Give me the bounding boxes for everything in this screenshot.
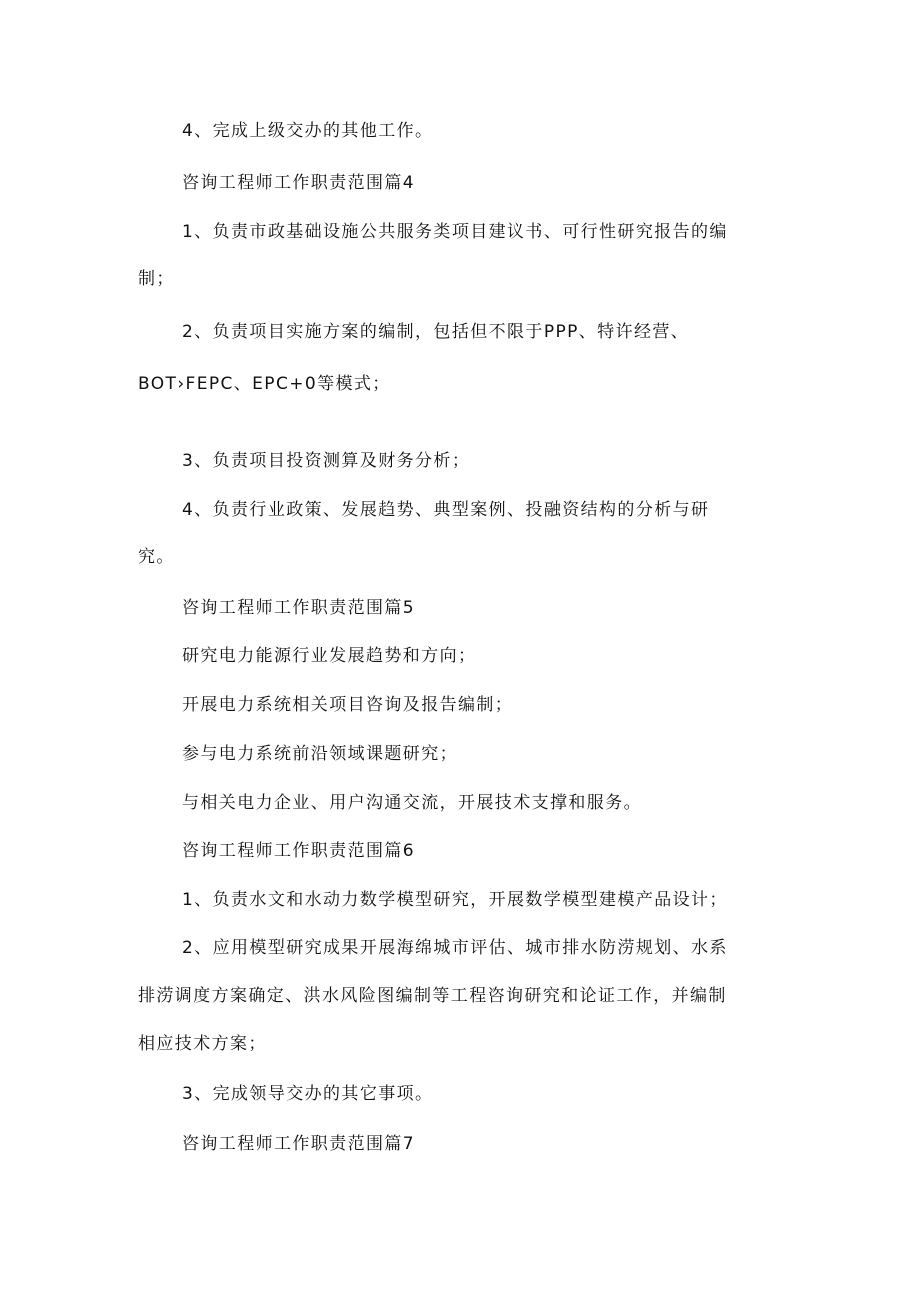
list-item: 参与电力系统前沿领域课题研究； — [182, 744, 458, 764]
section-heading: 咨询工程师工作职责范围篇5 — [182, 598, 416, 618]
list-item: 1、负责市政基础设施公共服务类项目建议书、可行性研究报告的编 — [182, 222, 728, 242]
section-heading: 咨询工程师工作职责范围篇7 — [182, 1134, 416, 1154]
list-item: 研究电力能源行业发展趋势和方向； — [182, 646, 477, 666]
section-heading: 咨询工程师工作职责范围篇4 — [182, 173, 416, 193]
list-item: 4、完成上级交办的其他工作。 — [182, 121, 434, 141]
list-item: 3、负责项目投资测算及财务分析； — [182, 451, 471, 471]
list-item: 与相关电力企业、用户沟通交流，开展技术支撑和服务。 — [182, 793, 642, 813]
list-item-continuation: BOT›FEPC、EPC+0等模式； — [138, 374, 391, 394]
list-item: 2、负责项目实施方案的编制，包括但不限于PPP、特许经营、 — [182, 322, 690, 342]
list-item: 3、完成领导交办的其它事项。 — [182, 1084, 434, 1104]
list-item-continuation: 究。 — [138, 547, 175, 567]
list-item: 1、负责水文和水动力数学模型研究，开展数学模型建模产品设计； — [182, 890, 728, 910]
list-item-continuation: 排涝调度方案确定、洪水风险图编制等工程咨询研究和论证工作，并编制 — [138, 986, 727, 1006]
list-item: 2、应用模型研究成果开展海绵城市评估、城市排水防涝规划、水系 — [182, 938, 728, 958]
list-item-continuation: 相应技术方案； — [138, 1034, 267, 1054]
list-item: 开展电力系统相关项目咨询及报告编制； — [182, 695, 514, 715]
list-item-continuation: 制； — [138, 269, 175, 289]
list-item: 4、负责行业政策、发展趋势、典型案例、投融资结构的分析与研 — [182, 500, 710, 520]
section-heading: 咨询工程师工作职责范围篇6 — [182, 841, 416, 861]
